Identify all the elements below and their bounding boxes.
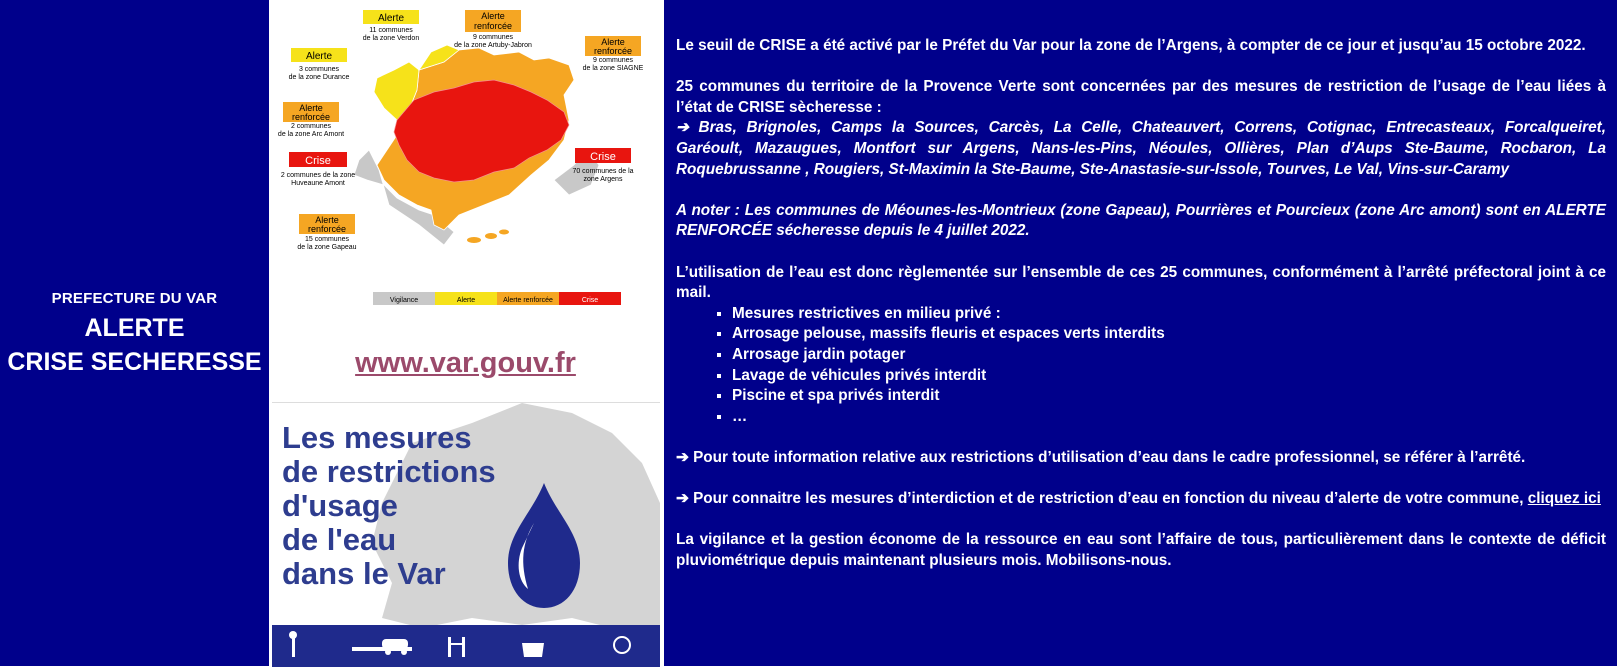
communes-list: ➔ Bras, Brignoles, Camps la Sources, Carcès, La Celle, Chateauvert, Correns, Cotignac, Entrecasteaux, Forcalqueiret, Garéoult, Mazaugues, Montfort sur Argens, Nans-les-Pins, Néoules, Ollières, Plan d’Aups Ste-Baume, Rocbaron, La Roquebrussanne , Rougiers, St-Maximin la Ste-Baume, Ste-Anastasie-sur-Issole, Tourves, Le Val, Vins-sur-Caramy xyxy=(676,119,1606,178)
svg-text:70 communes de la: 70 communes de la xyxy=(572,168,634,175)
vigilance-paragraph: La vigilance et la gestion économe de la ressource en eau sont l’affaire de tous, particulièrement dans le contexte de déficit pluviométrique depuis maintenant plusieurs mois. Mobilisons-nous. xyxy=(676,531,1606,569)
center-image-panel xyxy=(269,0,662,666)
svg-text:2 communes: 2 communes xyxy=(290,123,332,130)
list-item: ▪ Piscine et spa privés interdit xyxy=(732,386,1606,407)
map-label-siagne xyxy=(583,36,644,72)
pool-ladder-icon xyxy=(448,637,451,657)
svg-text:renforcée: renforcée xyxy=(291,112,331,122)
poster-title-line: dans le Var xyxy=(282,556,446,591)
map-label-artuby-jabron xyxy=(454,10,532,49)
svg-text:Crise: Crise xyxy=(305,155,331,167)
poster-title-line: de restrictions xyxy=(282,454,496,489)
svg-text:Alerte: Alerte xyxy=(299,103,323,113)
svg-text:de la zone Verdon: de la zone Verdon xyxy=(362,35,420,42)
restriction-list xyxy=(676,304,1606,428)
note-paragraph: A noter : Les communes de Méounes-les-Montrieux (zone Gapeau), Pourrières et Pourcieux (zone Arc amont) sont en ALERTE RENFORCÉE sécheresse depuis le 4 juillet 2022. xyxy=(676,201,1606,240)
svg-text:Alerte: Alerte xyxy=(601,37,625,47)
map-legend xyxy=(373,292,621,305)
map-label-verdon xyxy=(363,10,420,42)
map-island-3 xyxy=(499,230,509,235)
svg-text:renforcée: renforcée xyxy=(307,224,347,234)
svg-text:renforcée: renforcée xyxy=(593,46,633,56)
drought-map xyxy=(269,0,662,345)
svg-text:de la zone Durance: de la zone Durance xyxy=(288,74,350,81)
svg-text:Alerte: Alerte xyxy=(377,13,405,24)
right-panel xyxy=(664,0,1617,666)
poster-title-line: de l'eau xyxy=(282,522,397,557)
alert-level-paragraph xyxy=(676,489,1606,510)
alert-title: ALERTE xyxy=(84,314,185,342)
list-item: ▪ Arrosage pelouse, massifs fleuris et espaces verts interdits xyxy=(732,324,1606,345)
svg-text:9 communes: 9 communes xyxy=(592,57,634,64)
svg-text:3 communes: 3 communes xyxy=(298,66,340,73)
left-panel xyxy=(0,0,269,666)
svg-text:Alerte: Alerte xyxy=(305,51,333,62)
map-island-2 xyxy=(485,233,497,239)
svg-text:de la zone SIAGNE: de la zone SIAGNE xyxy=(582,65,644,72)
legend-label-alerte-renforcee: Alerte renforcée xyxy=(503,297,553,304)
list-item: ▪ Mesures restrictives en milieu privé : xyxy=(732,304,1606,325)
svg-text:Huveaune Amont: Huveaune Amont xyxy=(291,180,345,187)
map-label-huveaune xyxy=(281,152,355,187)
click-here-link[interactable]: cliquez ici xyxy=(1527,490,1601,508)
restrictions-poster xyxy=(272,402,660,667)
svg-text:Alerte: Alerte xyxy=(315,215,339,225)
legend-label-crise: Crise xyxy=(581,297,599,304)
poster-title-line: Les mesures xyxy=(282,420,472,455)
map-label-durance xyxy=(289,48,350,81)
crisis-activation-paragraph: Le seuil de CRISE a été activé par le Préfet du Var pour la zone de l’Argens, à compter de ce jour et jusqu’au 15 octobre 2022. xyxy=(676,37,1586,54)
alert-level-text: ➔ Pour connaitre les mesures d’interdiction et de restriction d’eau en fonction du niveau d’alerte de votre commune, xyxy=(676,490,1528,508)
watering-can-icon xyxy=(522,643,544,657)
prefecture-label: PREFECTURE DU VAR xyxy=(51,290,218,307)
legend-label-vigilance: Vigilance xyxy=(389,297,419,304)
list-item: ▪ Lavage de véhicules privés interdit xyxy=(732,366,1606,387)
svg-text:de la zone Arc Amont: de la zone Arc Amont xyxy=(277,131,345,138)
map-label-arc-amont xyxy=(278,102,344,138)
professional-info-paragraph: ➔ Pour toute information relative aux restrictions d’utilisation d’eau dans le cadre professionnel, se référer à l’arrêté. xyxy=(676,448,1526,466)
svg-text:Crise: Crise xyxy=(590,151,616,163)
svg-text:Alerte: Alerte xyxy=(481,11,505,21)
map-island-1 xyxy=(467,237,481,243)
concerned-communes-intro: 25 communes du territoire de la Provence Verte sont concernées par des mesures de restriction de l’usage de l’eau liées à l’état de CRISE sècheresse : xyxy=(676,78,1606,116)
svg-text:11 communes: 11 communes xyxy=(369,27,413,34)
poster-title xyxy=(282,421,542,591)
crisis-title: CRISE SECHERESSE xyxy=(7,348,262,376)
svg-text:de la zone Gapeau: de la zone Gapeau xyxy=(297,244,357,251)
map-regions xyxy=(354,45,599,245)
svg-text:renforcée: renforcée xyxy=(473,21,513,31)
svg-text:zone Argens: zone Argens xyxy=(583,176,623,183)
list-item: ▪ … xyxy=(732,407,1606,428)
map-label-gapeau xyxy=(297,214,356,251)
svg-text:9 communes: 9 communes xyxy=(472,34,514,41)
poster-title-line: d'usage xyxy=(282,488,398,523)
left-titles xyxy=(0,290,269,379)
announcement-text xyxy=(676,36,1606,592)
svg-text:15 communes: 15 communes xyxy=(305,236,349,243)
poster-icon-bar xyxy=(272,625,660,667)
prefecture-website-link[interactable]: www.var.gouv.fr xyxy=(355,347,576,379)
svg-text:de la zone Artuby-Jabron: de la zone Artuby-Jabron xyxy=(454,42,532,49)
svg-text:2 communes de la zone: 2 communes de la zone xyxy=(280,172,356,179)
legend-label-alerte: Alerte xyxy=(456,297,476,304)
list-item: ▪ Arrosage jardin potager xyxy=(732,345,1606,366)
regulation-paragraph: L’utilisation de l’eau est donc règlementée sur l’ensemble de ces 25 communes, conformément à l’arrêté préfectoral joint à ce mail. xyxy=(676,263,1606,302)
